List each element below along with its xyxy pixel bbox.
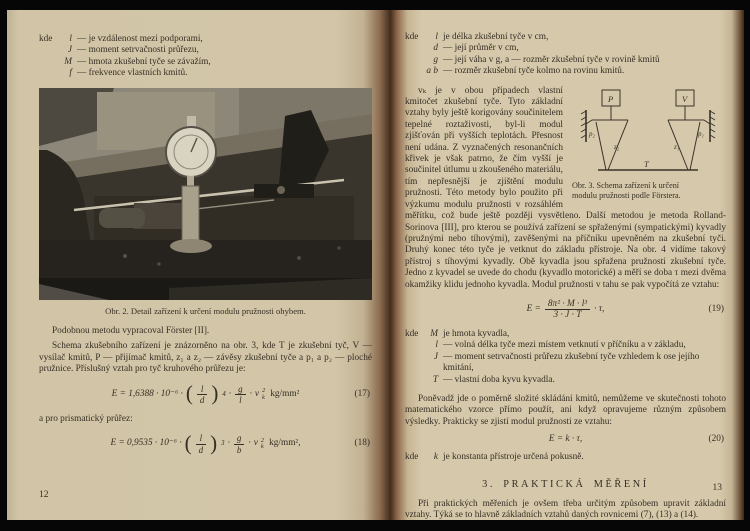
fraction-denominator: l (239, 395, 242, 406)
equation-number: (20) (708, 434, 724, 445)
page-number-12: 12 (39, 490, 49, 500)
right-page-content (405, 32, 726, 526)
definition-line (405, 55, 726, 66)
definition-symbol: k (433, 452, 438, 463)
paragraph-methods: vₖ je v obou případech vlastní kmitočet zkušební tyče. Tyto základní vztahy byly ještě korigovány součinitelem tepelné roztaživosti, byl-li modul zjišťován při vyšších teplotách. Přesnost není udána. Z vyznačených resonančních křivek je však patrno, že čím vyšší je součinitel útlumu u zkoušeného materiálu, tím nepřesnější je zjištění modulu pružnosti. Této metody bylo použito při výzkumu modulu pružnosti v rozsáhlém měřítku, což bude ještě později vysvětleno. Další metodou je metoda Rolland-Sorinova [III], pro kterou se používá zařízení se spřaženými (sympatickými) kyvadly (pružnými nebo tíhovými), zavěšenými na příčníku upevněném na zkušební tyči. Druhý konec této tyče je vetknut do základu přístroje. Na obr. 4 vidíme takový přístroj s tíhovými kyvadly. Obě kyvadla jsou spřažena pružností zkušební tyče. Jedno z kyvadel se uvede do chodu (kyvadlo motorické) a měří se doba τ mezi dvěma okamžiky klidu jednoho kyvadla. Modul pružnosti v tahu se pak vypočítá ze vztahu: (405, 85, 726, 290)
fraction-denominator: d (199, 395, 205, 406)
definition-pre: kde (405, 328, 419, 339)
left-page-content (39, 34, 372, 463)
page-right (390, 10, 744, 520)
formula-lead: E = 1,6388 · 10⁻⁶ · (111, 388, 183, 399)
figure3-caption-line1: Obr. 3. Schema zařízení k určení (572, 180, 680, 190)
fraction-numerator: l (197, 384, 208, 396)
definition-pre: kde (405, 32, 419, 42)
fraction-numerator: g (234, 433, 245, 445)
left-definitions-list (39, 34, 372, 80)
multiply-dot: · (249, 388, 252, 399)
paragraph-schema: Schema zkušebního zařízení je znázorněno na obr. 3, kde T je zkušební tyč, V — vysílač kmitů, P — přijímač kmitů, z₁ a z₂ — závěsy zkušební tyče a p₁ a p₂ — ploché pružnice. Příslušný vztah pro tyč kruhového průřezu je: (39, 341, 372, 375)
definition-line (405, 340, 726, 351)
definition-symbol: g (433, 54, 438, 65)
formula-20-expression (549, 434, 582, 445)
definition-symbol: J (433, 351, 438, 362)
paragraph-with-figure (405, 86, 726, 291)
formula-body: E = k · τ, (548, 434, 583, 445)
definition-symbol: l (435, 32, 438, 42)
formula-tail: · τ, (594, 304, 605, 315)
paragraph-forster: Podobnou metodu vypracoval Förster [II]. (52, 326, 210, 337)
fraction-numerator: l (196, 433, 207, 445)
label-p2: p₂ (589, 129, 595, 138)
unit: kg/mm² (270, 388, 300, 399)
definition-symbol: d (433, 43, 438, 54)
exponent: 4 (222, 390, 226, 398)
fraction-l-d (197, 384, 208, 406)
forster-schematic (572, 86, 724, 178)
definition-text: je konstanta přístroje určená pokusně. (443, 452, 584, 463)
definition-pre: kde (405, 452, 419, 463)
page-left (7, 10, 390, 520)
paragraph-practical: Při praktických měřeních je ovšem třeba určitým způsobem upravit základní vztahy. Týká se to hlavně základních vztahů daných rovnicemi (7), (13) a (14). (405, 499, 726, 521)
v-symbol: v (253, 438, 258, 449)
fraction-19 (545, 299, 590, 321)
formula-18 (39, 431, 372, 457)
section-heading: 3. PRAKTICKÁ MĚŘENÍ (482, 478, 649, 490)
definition-text: — je vzdálenost mezi podporami, (77, 34, 203, 44)
equation-number: (19) (708, 304, 724, 315)
fraction-g-l (235, 384, 246, 406)
v-supsub (262, 388, 265, 400)
definition-line (405, 66, 726, 77)
definition-line-k (405, 452, 726, 463)
definition-text: — hmota zkušební tyče se závažím, (77, 56, 211, 67)
book-spread (7, 10, 744, 520)
formula-20 (405, 432, 726, 448)
label-receiver: P (608, 93, 614, 104)
definition-pre: kde (39, 34, 53, 44)
v-supsub (261, 438, 264, 450)
right-definitions-f19 (405, 329, 726, 386)
page-number-13: 13 (712, 483, 722, 493)
definition-line (405, 375, 726, 386)
fraction-denominator: d (198, 444, 204, 455)
apparatus-photo-obr2 (39, 88, 372, 300)
formula-lead: E = 0,9535 · 10⁻⁶ · (110, 438, 182, 449)
close-paren: ) (211, 381, 219, 406)
multiply-dot: · (228, 388, 232, 399)
v-sub: k (260, 443, 264, 451)
equation-number: (18) (354, 438, 370, 449)
label-z2: z₂ (614, 142, 620, 151)
definition-text: — rozměr zkušební tyče kolmo na rovinu kmitů. (443, 66, 625, 77)
paragraph-ponevadz: Poněvadž jde o poměrně složité skládání kmitů, nemůžeme ve skutečnosti tohoto matematického vzorce přímo použít, ani když opravujeme různým způsobem výsledky. Prakticky se zjistí modul pružnosti ze vztahu: (405, 393, 726, 427)
definition-line (405, 352, 726, 375)
definition-text: je délka zkušební tyče v cm, (443, 32, 549, 42)
right-definitions-top (405, 32, 726, 78)
unit: kg/mm², (269, 438, 301, 449)
formula-19-expression (527, 299, 605, 321)
definition-text: — volná délka tyče mezi místem vetknutí v příčníku a v základu, (443, 340, 686, 351)
formula-lead: E = (526, 304, 541, 315)
equation-number: (17) (354, 388, 370, 399)
v-sub: k (262, 393, 265, 401)
definition-line (39, 68, 372, 79)
definition-line (405, 329, 726, 340)
definition-text: — vlastní doba kyvu kyvadla. (443, 374, 555, 385)
definition-text: — její váha v g, a — rozměr zkušební tyče v rovině kmitů (443, 54, 660, 65)
v-symbol: v (254, 388, 260, 399)
definition-line (405, 32, 726, 43)
definition-symbol: M (430, 328, 438, 339)
formula-17-expression (111, 381, 300, 406)
label-z1: z₁ (674, 142, 680, 151)
multiply-dot: · (248, 438, 251, 449)
close-paren: ) (210, 430, 218, 455)
definition-text: — frekvence vlastních kmitů. (77, 68, 188, 79)
formula-17 (39, 382, 372, 408)
v-sup: 2 (260, 436, 265, 444)
label-transmitter: V (682, 93, 688, 104)
fraction-g-b (234, 433, 245, 455)
definition-symbol: f (69, 68, 72, 79)
definition-symbol: J (67, 45, 72, 56)
multiply-dot: · (227, 438, 230, 449)
definition-symbol: T (432, 374, 438, 385)
definition-symbol: l (69, 34, 72, 44)
figure3-caption (572, 181, 726, 201)
label-rod: T (644, 158, 649, 169)
figure3-caption-line2: modulu pružnosti podle Förstera. (572, 190, 681, 200)
fraction-denominator: 3 · J · T (553, 310, 582, 321)
fraction-l-d (196, 433, 207, 455)
definition-text: — její průměr v cm, (443, 43, 519, 54)
figure-obr3 (572, 86, 726, 201)
fraction-numerator: g (235, 384, 246, 396)
photo-caption: Obr. 2. Detail zařízení k určení modulu pružnosti ohybem. (105, 305, 306, 316)
open-paren: ( (185, 381, 193, 406)
label-p1: p₁ (698, 129, 704, 138)
fraction-denominator: b (236, 444, 242, 455)
definition-text: je hmota kyvadla, (443, 328, 510, 339)
definition-symbol: l (435, 340, 438, 351)
definition-line (39, 57, 372, 68)
open-paren: ( (184, 430, 192, 455)
definition-line (39, 34, 372, 45)
between-formulas-text: a pro prismatický průřez: (39, 413, 133, 424)
formula-19 (405, 297, 726, 323)
definition-symbol: M (64, 56, 72, 67)
definition-line (405, 43, 726, 54)
formula-18-expression (110, 430, 301, 455)
definition-line (39, 45, 372, 56)
v-sup: 2 (262, 387, 266, 395)
definition-text: — moment setrvačnosti průřezu, (77, 45, 199, 56)
exponent: 3 (221, 440, 225, 448)
definition-symbol: a b (426, 66, 438, 77)
fraction-numerator: 8π² · M · l³ (545, 299, 590, 311)
definition-text: — moment setrvačnosti průřezu zkušební tyče vzhledem k ose jejího kmitání, (443, 351, 700, 374)
